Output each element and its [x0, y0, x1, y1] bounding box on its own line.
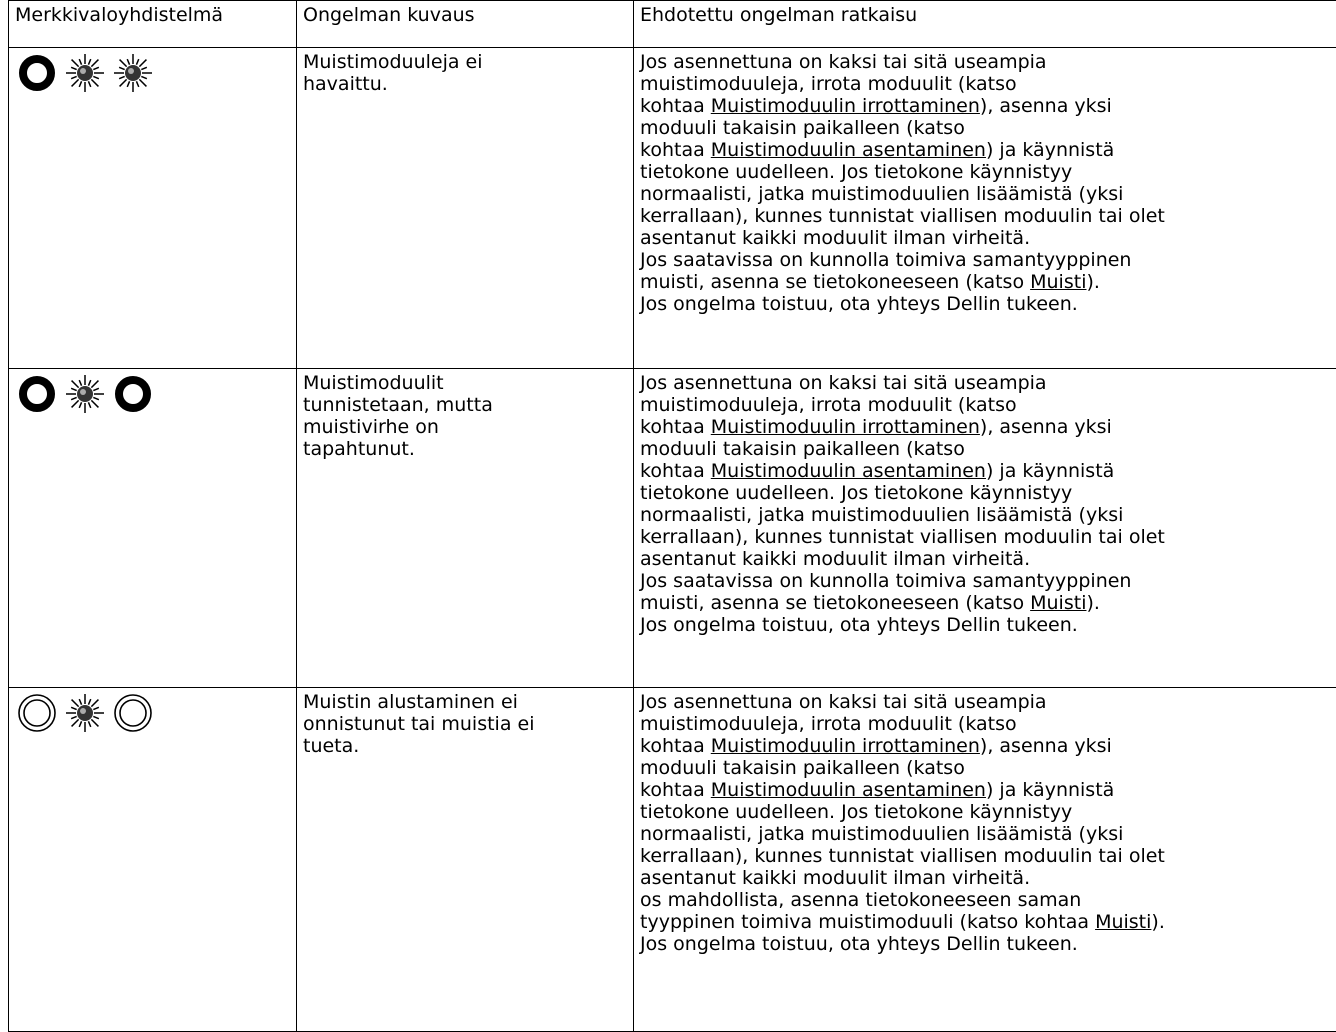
header-light-combination: Merkkivaloyhdistelmä [9, 1, 297, 48]
solution-line [640, 801, 1331, 823]
solution-line [640, 867, 1331, 889]
suggested-solution-cell [634, 48, 1336, 369]
solution-link[interactable]: Muisti [1030, 271, 1086, 293]
solution-link[interactable]: Muistimoduulin irrottaminen [711, 735, 980, 757]
description-line: tunnistetaan, mutta [303, 394, 628, 416]
description-line: onnistunut tai muistia ei [303, 713, 628, 735]
solution-text: kerrallaan), kunnes tunnistat viallisen moduulin tai olet [640, 526, 1165, 548]
solution-line [640, 249, 1331, 271]
solution-text: kerrallaan), kunnes tunnistat viallisen moduulin tai olet [640, 845, 1165, 867]
solution-link[interactable]: Muistimoduulin asentaminen [711, 139, 986, 161]
solution-text: kerrallaan), kunnes tunnistat viallisen moduulin tai olet [640, 205, 1165, 227]
solution-link[interactable]: Muistimoduulin asentaminen [711, 779, 986, 801]
solution-text: muistimoduuleja, irrota moduulit (katso [640, 394, 1017, 416]
solution-line [640, 139, 1331, 161]
solution-text: ), asenna yksi [980, 416, 1112, 438]
solution-line [640, 889, 1331, 911]
problem-description-cell [297, 48, 634, 369]
light-combination-cell [9, 688, 297, 1032]
solution-link[interactable]: Muistimoduulin irrottaminen [711, 416, 980, 438]
suggested-solution-cell [634, 369, 1336, 688]
solution-text: kohtaa [640, 95, 711, 117]
solution-text: ). [1086, 592, 1099, 614]
solution-line [640, 183, 1331, 205]
solution-line [640, 271, 1331, 293]
solution-line [640, 779, 1331, 801]
solution-line [640, 713, 1331, 735]
solution-line [640, 933, 1331, 955]
solution-line [640, 205, 1331, 227]
light-combination-cell [9, 369, 297, 688]
solution-text: muistimoduuleja, irrota moduulit (katso [640, 713, 1017, 735]
suggested-solution-cell [634, 688, 1336, 1032]
solution-line [640, 911, 1331, 933]
solution-link[interactable]: Muistimoduulin irrottaminen [711, 95, 980, 117]
solution-text: tyyppinen toimiva muistimoduuli (katso kohtaa [640, 911, 1095, 933]
solution-text: Jos asennettuna on kaksi tai sitä useampia [640, 372, 1047, 394]
solution-text: kohtaa [640, 139, 711, 161]
solution-line [640, 526, 1331, 548]
solution-line [640, 394, 1331, 416]
solution-text: moduuli takaisin paikalleen (katso [640, 438, 965, 460]
diagnostic-lights-table [8, 0, 1336, 1032]
solution-line [640, 845, 1331, 867]
off-light-icon [15, 691, 59, 735]
solution-line [640, 95, 1331, 117]
description-line: muistivirhe on [303, 416, 628, 438]
solution-text: normaalisti, jatka muistimoduulien lisäämistä (yksi [640, 823, 1123, 845]
table-header-row [9, 1, 1336, 48]
solution-text: Jos saatavissa on kunnolla toimiva samantyyppinen [640, 570, 1131, 592]
solution-text: Jos asennettuna on kaksi tai sitä useampia [640, 691, 1047, 713]
solution-text: ). [1151, 911, 1164, 933]
description-line: Muistimoduuleja ei [303, 51, 628, 73]
solution-text: Jos ongelma toistuu, ota yhteys Dellin tukeen. [640, 614, 1078, 636]
solution-line [640, 460, 1331, 482]
blinking-light-icon [63, 372, 107, 416]
solution-text: ), asenna yksi [980, 735, 1112, 757]
solution-text: kohtaa [640, 735, 711, 757]
solution-line [640, 73, 1331, 95]
description-line: tapahtunut. [303, 438, 628, 460]
on-light-icon [111, 372, 155, 416]
description-line: havaittu. [303, 73, 628, 95]
solution-line [640, 614, 1331, 636]
problem-description-cell [297, 369, 634, 688]
blinking-light-icon [63, 51, 107, 95]
solution-line [640, 592, 1331, 614]
solution-text: ), asenna yksi [980, 95, 1112, 117]
solution-link[interactable]: Muisti [1095, 911, 1151, 933]
description-line: Muistimoduulit [303, 372, 628, 394]
solution-line [640, 691, 1331, 713]
solution-text: tietokone uudelleen. Jos tietokone käynnistyy [640, 801, 1072, 823]
solution-line [640, 570, 1331, 592]
solution-link[interactable]: Muistimoduulin asentaminen [711, 460, 986, 482]
table-row [9, 48, 1336, 369]
solution-text: ) ja käynnistä [986, 779, 1114, 801]
solution-text: moduuli takaisin paikalleen (katso [640, 757, 965, 779]
solution-text: asentanut kaikki moduulit ilman virheitä. [640, 227, 1030, 249]
light-combination-cell [9, 48, 297, 369]
solution-text: ) ja käynnistä [986, 460, 1114, 482]
solution-text: Jos asennettuna on kaksi tai sitä useampia [640, 51, 1047, 73]
solution-line [640, 372, 1331, 394]
solution-text: ) ja käynnistä [986, 139, 1114, 161]
solution-line [640, 757, 1331, 779]
solution-line [640, 504, 1331, 526]
blinking-light-icon [63, 691, 107, 735]
header-suggested-solution: Ehdotettu ongelman ratkaisu [634, 1, 1336, 48]
description-line: Muistin alustaminen ei [303, 691, 628, 713]
header-problem-description: Ongelman kuvaus [297, 1, 634, 48]
solution-line [640, 161, 1331, 183]
solution-link[interactable]: Muisti [1030, 592, 1086, 614]
solution-line [640, 482, 1331, 504]
description-line: tueta. [303, 735, 628, 757]
solution-text: Jos ongelma toistuu, ota yhteys Dellin tukeen. [640, 933, 1078, 955]
blinking-light-icon [111, 51, 155, 95]
solution-text: kohtaa [640, 460, 711, 482]
solution-text: asentanut kaikki moduulit ilman virheitä. [640, 548, 1030, 570]
table-row [9, 688, 1336, 1032]
solution-line [640, 117, 1331, 139]
table-row [9, 369, 1336, 688]
solution-text: asentanut kaikki moduulit ilman virheitä. [640, 867, 1030, 889]
solution-text: kohtaa [640, 416, 711, 438]
solution-text: os mahdollista, asenna tietokoneeseen saman [640, 889, 1081, 911]
solution-text: moduuli takaisin paikalleen (katso [640, 117, 965, 139]
solution-text: normaalisti, jatka muistimoduulien lisäämistä (yksi [640, 504, 1123, 526]
problem-description-cell [297, 688, 634, 1032]
on-light-icon [15, 372, 59, 416]
solution-line [640, 438, 1331, 460]
solution-text: muisti, asenna se tietokoneeseen (katso [640, 271, 1030, 293]
solution-line [640, 416, 1331, 438]
solution-line [640, 548, 1331, 570]
solution-text: tietokone uudelleen. Jos tietokone käynnistyy [640, 482, 1072, 504]
solution-text: kohtaa [640, 779, 711, 801]
solution-text: muisti, asenna se tietokoneeseen (katso [640, 592, 1030, 614]
solution-text: normaalisti, jatka muistimoduulien lisäämistä (yksi [640, 183, 1123, 205]
solution-text: Jos ongelma toistuu, ota yhteys Dellin tukeen. [640, 293, 1078, 315]
solution-text: muistimoduuleja, irrota moduulit (katso [640, 73, 1017, 95]
solution-line [640, 735, 1331, 757]
solution-line [640, 51, 1331, 73]
solution-line [640, 823, 1331, 845]
solution-line [640, 293, 1331, 315]
on-light-icon [15, 51, 59, 95]
solution-line [640, 227, 1331, 249]
solution-text: Jos saatavissa on kunnolla toimiva samantyyppinen [640, 249, 1131, 271]
solution-text: ). [1086, 271, 1099, 293]
solution-text: tietokone uudelleen. Jos tietokone käynnistyy [640, 161, 1072, 183]
off-light-icon [111, 691, 155, 735]
